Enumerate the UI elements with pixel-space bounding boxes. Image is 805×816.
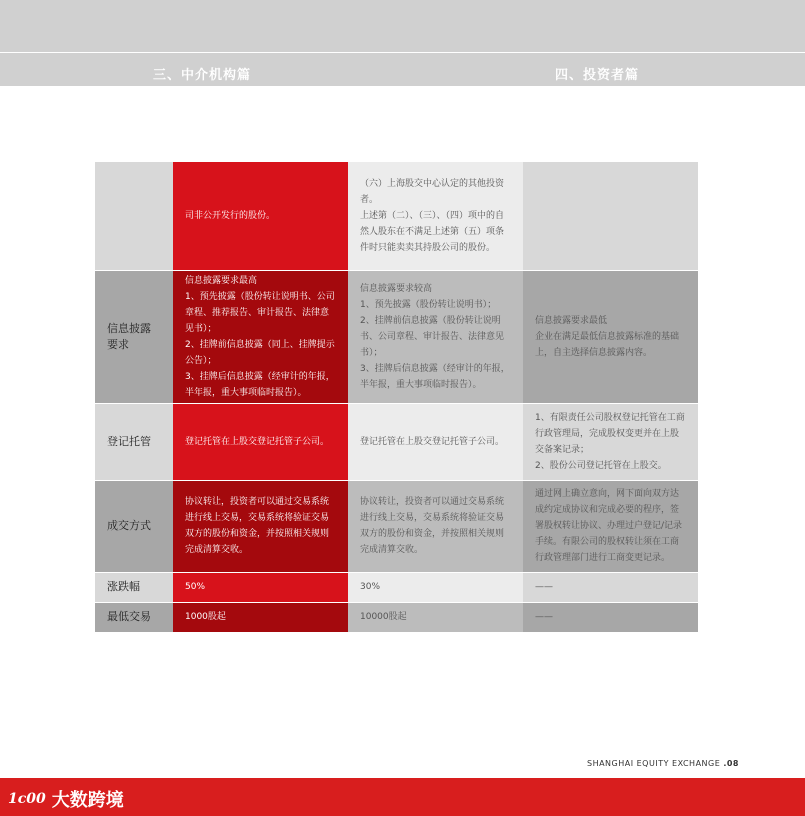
intermediary-cell — [173, 572, 348, 602]
cell-text: 司非公开发行的股份。 — [185, 210, 276, 221]
header-divider — [0, 52, 805, 53]
cell-text: 10000股起 — [360, 612, 407, 622]
cell-text: 信息披露要求较高 — [360, 283, 433, 294]
section-title-intermediary: 三、中介机构篇 — [153, 68, 252, 83]
other-cell — [523, 162, 698, 270]
intermediary-cell — [173, 480, 348, 572]
footer-caption — [587, 759, 739, 768]
row-label: 登记托管 — [95, 403, 173, 480]
cell-text: 1、预先披露（股份转让说明书）； — [360, 299, 497, 310]
cell-text: 50% — [185, 582, 206, 592]
cell-text: 30% — [360, 582, 381, 592]
row-label — [95, 162, 173, 270]
cell-text: 上述第（二）、（三）、（四）项中的自然人股东在不满足上述第（五）项条件时只能卖卖其持股公司的股份。 — [360, 210, 505, 253]
row-label: 成交方式 — [95, 480, 173, 572]
investor-cell — [348, 602, 523, 632]
cell-text: 通过网上确立意向，网下面向双方达成约定成协议和完成必要的程序，签署股权转让协议、办理过户登记/记录手续。有限公司的股权转让须在工商行政管理部门进行工商变更记录。 — [535, 489, 683, 563]
table-row — [95, 572, 698, 602]
table-row — [95, 162, 698, 270]
row-label: 涨跌幅 — [95, 572, 173, 602]
section-title-investor: 四、投资者篇 — [555, 68, 640, 83]
cell-text: 3、挂牌后信息披露（经审计的年报，半年报，重大事项临时报告）。 — [360, 363, 510, 390]
cell-text: 1、预先披露（股份转让说明书、公司章程、推荐报告、审计报告、法律意见书）； — [185, 291, 335, 334]
investor-cell — [348, 572, 523, 602]
other-cell — [523, 270, 698, 403]
table-row — [95, 480, 698, 572]
cell-text: 1000股起 — [185, 612, 226, 622]
cell-text: （六）上海股交中心认定的其他投资者。 — [360, 178, 505, 205]
investor-cell — [348, 162, 523, 270]
cell-text: 协议转让，投资者可以通过交易系统进行线上交易，交易系统将验证交易双方的股份和资金，并按照相关规则完成清算交收。 — [185, 497, 330, 555]
comparison-table — [95, 162, 698, 633]
brand-logo — [8, 786, 124, 812]
cell-text: 登记托管在上股交登记托管子公司。 — [185, 436, 330, 447]
intermediary-cell — [173, 403, 348, 480]
investor-cell — [348, 403, 523, 480]
other-cell — [523, 480, 698, 572]
cell-text: 1、有限责任公司股权登记托管在工商行政管理局，完成股权变更并在上股交备案记录； — [535, 412, 685, 455]
cell-text: 2、股份公司登记托管在上股交。 — [535, 460, 667, 471]
table-row — [95, 270, 698, 403]
row-label: 信息披露要求 — [95, 270, 173, 403]
investor-cell — [348, 480, 523, 572]
cell-text: 3、挂牌后信息披露（经审计的年报，半年报，重大事项临时报告）。 — [185, 371, 335, 398]
logo-mark-icon: 1c00 — [8, 791, 46, 807]
other-cell — [523, 572, 698, 602]
cell-text: 登记托管在上股交登记托管子公司。 — [360, 436, 505, 447]
other-cell — [523, 602, 698, 632]
cell-text: 信息披露要求最高 — [185, 275, 258, 286]
cell-text: —— — [535, 612, 553, 622]
intermediary-cell — [173, 270, 348, 403]
table-row — [95, 602, 698, 632]
footer-exchange-name: SHANGHAI EQUITY EXCHANGE — [586, 759, 721, 768]
cell-text: 信息披露要求最低 — [535, 315, 608, 326]
cell-text: —— — [535, 582, 553, 592]
row-label: 最低交易 — [95, 602, 173, 632]
header-band — [0, 0, 805, 86]
cell-text: 2、挂牌前信息披露（同上、挂牌提示公告）； — [185, 339, 335, 366]
intermediary-cell — [173, 602, 348, 632]
logo-text: 大数跨境 — [51, 790, 124, 811]
cell-text: 协议转让，投资者可以通过交易系统进行线上交易，交易系统将验证交易双方的股份和资金，并按照相关规则完成清算交收。 — [360, 497, 505, 555]
table-row — [95, 403, 698, 480]
cell-text: 2、挂牌前信息披露（股份转让说明书、公司章程、审计报告、法律意见书）； — [360, 315, 505, 358]
investor-cell — [348, 270, 523, 403]
intermediary-cell — [173, 162, 348, 270]
cell-text: 企业在满足最低信息披露标准的基础上，自主选择信息披露内容。 — [535, 331, 680, 358]
page-number: .08 — [723, 759, 739, 768]
other-cell — [523, 403, 698, 480]
